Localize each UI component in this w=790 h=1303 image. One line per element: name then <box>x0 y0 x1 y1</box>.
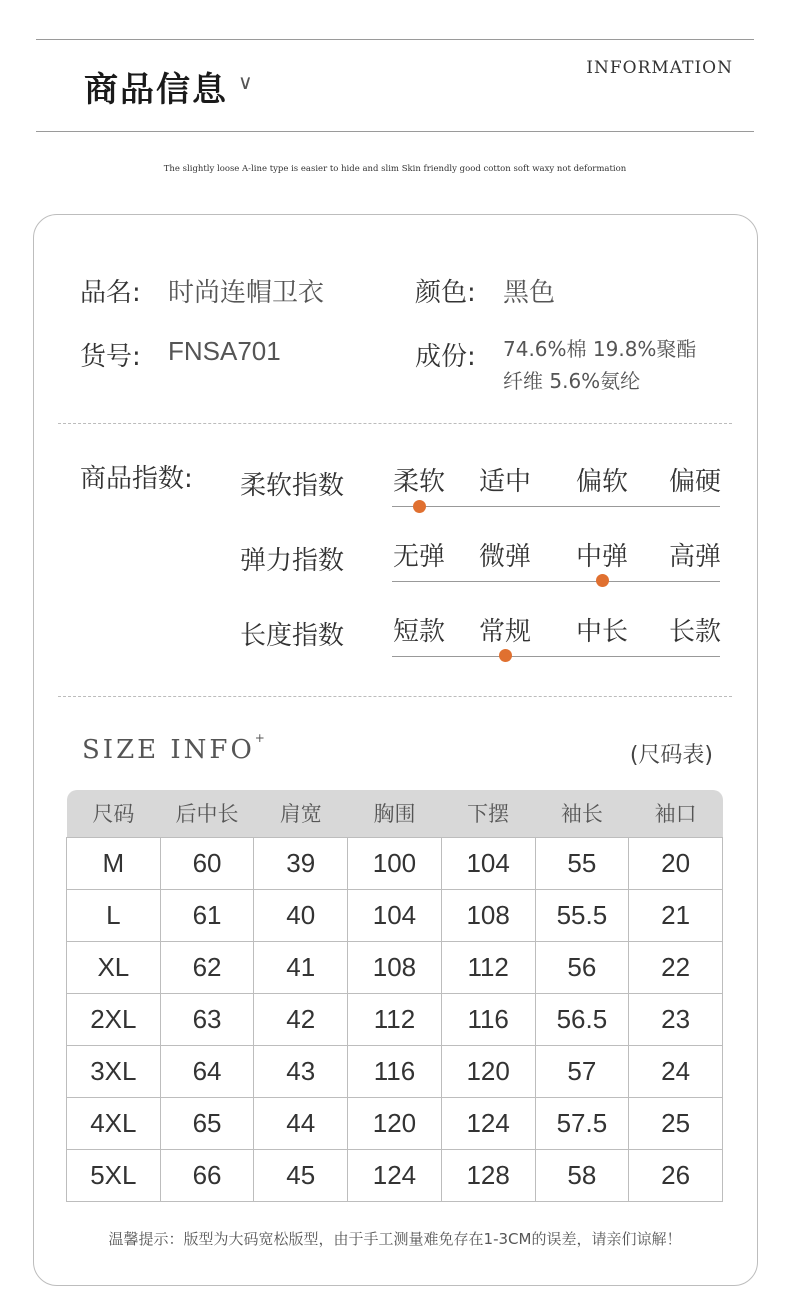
measurement-cell: 66 <box>160 1149 254 1201</box>
length-option: 中长 <box>575 617 628 647</box>
elasticity-option: 高弹 <box>668 542 721 572</box>
elasticity-option: 微弹 <box>478 542 531 572</box>
name-label: 品名: <box>80 278 141 308</box>
size-cell: XL <box>67 941 161 993</box>
measurement-cell: 120 <box>348 1097 442 1149</box>
measurement-cell: 104 <box>348 889 442 941</box>
size-table <box>66 790 723 1202</box>
measurement-cell: 62 <box>160 941 254 993</box>
measurement-cell: 21 <box>629 889 723 941</box>
table-header-row <box>67 790 723 837</box>
name-value: 时尚连帽卫衣 <box>168 278 325 308</box>
measurement-cell: 112 <box>348 993 442 1045</box>
measurement-cell: 26 <box>629 1149 723 1201</box>
warm-tip-note: 温馨提示：版型为大码宽松版型，由于手工测量难免存在1-3CM的误差，请亲们谅解！ <box>108 1230 682 1248</box>
measurement-cell: 63 <box>160 993 254 1045</box>
measurement-cell: 39 <box>254 837 348 889</box>
header-sleeve-length: 袖长 <box>535 790 629 837</box>
table-row <box>67 1045 723 1097</box>
softness-option: 偏硬 <box>668 467 721 497</box>
size-cell: M <box>67 837 161 889</box>
measurement-cell: 124 <box>441 1097 535 1149</box>
measurement-cell: 40 <box>254 889 348 941</box>
elasticity-scale-track <box>392 581 720 582</box>
measurement-cell: 108 <box>348 941 442 993</box>
plus-mark: + <box>254 731 268 745</box>
information-label: INFORMATION <box>586 58 733 78</box>
length-option: 常规 <box>478 617 531 647</box>
measurement-cell: 23 <box>629 993 723 1045</box>
color-value: 黑色 <box>503 278 556 308</box>
header-cuff: 袖口 <box>629 790 723 837</box>
sku-label: 货号: <box>80 342 141 372</box>
header-top-divider <box>36 39 754 40</box>
measurement-cell: 44 <box>254 1097 348 1149</box>
softness-option: 柔软 <box>392 467 445 497</box>
table-body <box>67 837 723 1201</box>
page-title: 商品信息 <box>84 70 228 110</box>
measurement-cell: 56 <box>535 941 629 993</box>
measurement-cell: 61 <box>160 889 254 941</box>
softness-indicator-dot <box>413 500 426 513</box>
table-row <box>67 1149 723 1201</box>
measurement-cell: 55.5 <box>535 889 629 941</box>
header-bottom-divider <box>36 131 754 132</box>
elasticity-option: 中弹 <box>575 542 628 572</box>
chevron-down-icon: ∨ <box>238 70 253 94</box>
measurement-cell: 57.5 <box>535 1097 629 1149</box>
measurement-cell: 60 <box>160 837 254 889</box>
measurement-cell: 57 <box>535 1045 629 1097</box>
measurement-cell: 45 <box>254 1149 348 1201</box>
header-back-length: 后中长 <box>160 790 254 837</box>
softness-scale-track <box>392 506 720 507</box>
size-info-title: SIZE INFO+ <box>82 731 268 765</box>
softness-option: 适中 <box>478 467 531 497</box>
measurement-cell: 120 <box>441 1045 535 1097</box>
measurement-cell: 25 <box>629 1097 723 1149</box>
size-cell: 4XL <box>67 1097 161 1149</box>
length-scale-track <box>392 656 720 657</box>
sku-value: FNSA701 <box>168 336 281 366</box>
dashed-divider <box>58 423 732 424</box>
header-hem: 下摆 <box>441 790 535 837</box>
measurement-cell: 58 <box>535 1149 629 1201</box>
length-option: 短款 <box>392 617 445 647</box>
composition-label: 成份: <box>415 342 476 372</box>
size-cell: L <box>67 889 161 941</box>
elasticity-index-label: 弹力指数 <box>240 546 345 576</box>
measurement-cell: 116 <box>441 993 535 1045</box>
dashed-divider <box>58 696 732 697</box>
measurement-cell: 43 <box>254 1045 348 1097</box>
elasticity-indicator-dot <box>596 574 609 587</box>
table-row <box>67 837 723 889</box>
table-row <box>67 889 723 941</box>
measurement-cell: 100 <box>348 837 442 889</box>
size-chart-subtitle: (尺码表) <box>629 743 713 768</box>
length-option: 长款 <box>668 617 721 647</box>
table-row <box>67 941 723 993</box>
header-size: 尺码 <box>67 790 161 837</box>
softness-option: 偏软 <box>575 467 628 497</box>
measurement-cell: 56.5 <box>535 993 629 1045</box>
elasticity-option: 无弹 <box>392 542 445 572</box>
measurement-cell: 20 <box>629 837 723 889</box>
measurement-cell: 24 <box>629 1045 723 1097</box>
measurement-cell: 112 <box>441 941 535 993</box>
measurement-cell: 41 <box>254 941 348 993</box>
composition-line-2: 纤维 5.6%氨纶 <box>503 369 641 393</box>
table-row <box>67 1097 723 1149</box>
measurement-cell: 116 <box>348 1045 442 1097</box>
length-indicator-dot <box>499 649 512 662</box>
header-chest: 胸围 <box>348 790 442 837</box>
indices-title: 商品指数: <box>80 464 193 494</box>
tagline: The slightly loose A-line type is easier to hide and slim Skin friendly good cotton soft waxy not deformation <box>163 164 627 174</box>
header-shoulder: 肩宽 <box>254 790 348 837</box>
softness-index-label: 柔软指数 <box>240 471 345 501</box>
measurement-cell: 104 <box>441 837 535 889</box>
size-cell: 3XL <box>67 1045 161 1097</box>
measurement-cell: 124 <box>348 1149 442 1201</box>
measurement-cell: 22 <box>629 941 723 993</box>
size-cell: 5XL <box>67 1149 161 1201</box>
measurement-cell: 128 <box>441 1149 535 1201</box>
composition-line-1: 74.6%棉 19.8%聚酯 <box>503 337 697 361</box>
measurement-cell: 64 <box>160 1045 254 1097</box>
length-index-label: 长度指数 <box>240 621 345 651</box>
measurement-cell: 65 <box>160 1097 254 1149</box>
size-cell: 2XL <box>67 993 161 1045</box>
color-label: 颜色: <box>415 278 476 308</box>
measurement-cell: 108 <box>441 889 535 941</box>
table-row <box>67 993 723 1045</box>
measurement-cell: 55 <box>535 837 629 889</box>
measurement-cell: 42 <box>254 993 348 1045</box>
